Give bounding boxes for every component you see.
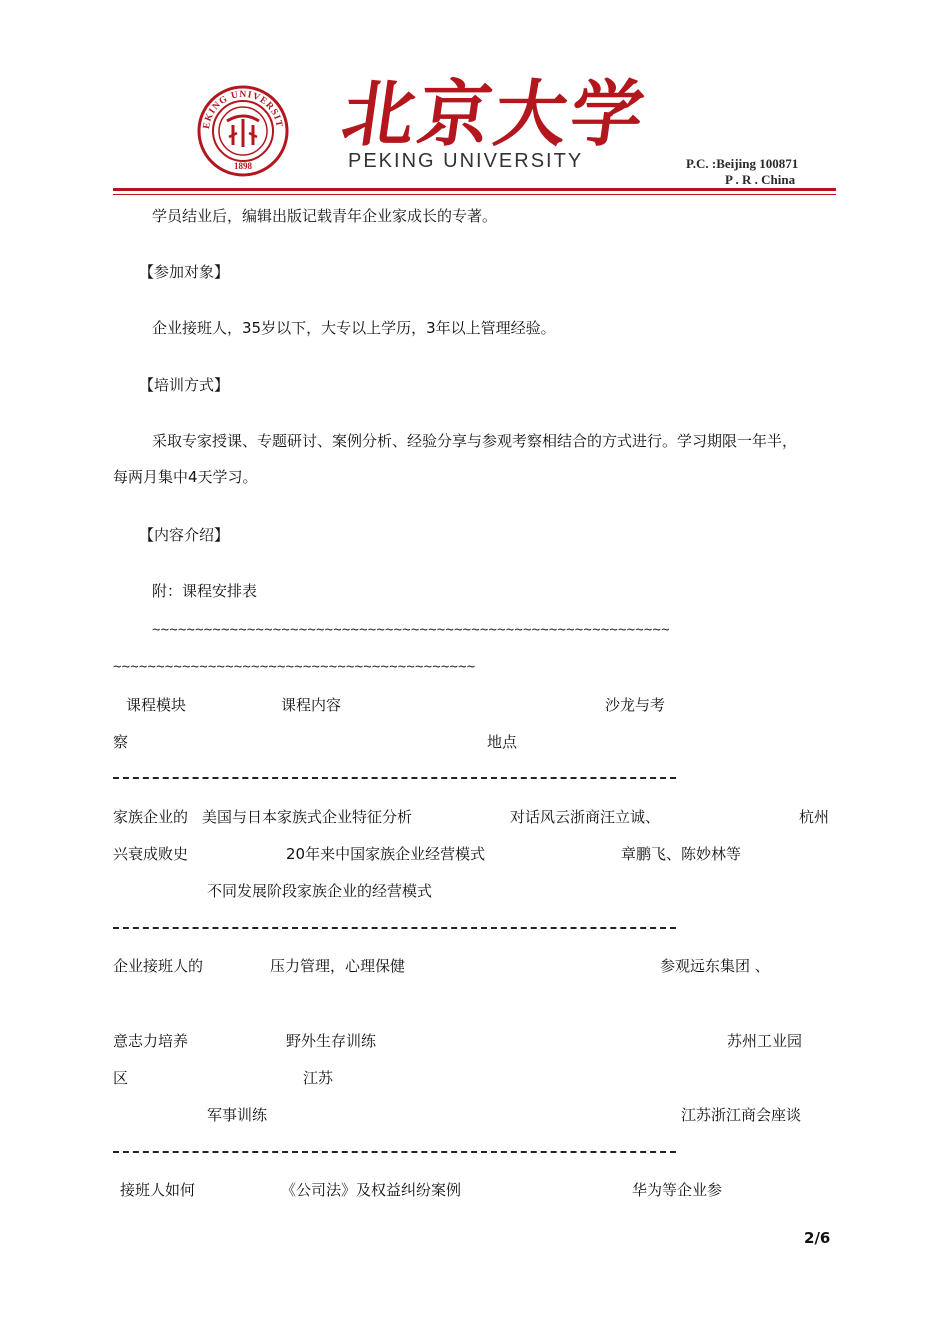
participants-text: 企业接班人，35岁以下，大专以上学历，3年以上管理经验。 (152, 319, 556, 337)
page-total: 6 (819, 1229, 831, 1247)
header-salon: 沙龙与考 (605, 696, 666, 714)
row1-salon-line1: 对话风云浙商汪立诚、 (510, 808, 661, 826)
header-rule-thin (113, 194, 836, 195)
logo-english: PEKING UNIVERSITY (348, 150, 584, 172)
section-heading-method: 【培训方式】 (139, 376, 230, 394)
header-salon-continued: 察 (113, 733, 129, 751)
header-location: 地点 (487, 733, 518, 751)
row3-module-line1: 接班人如何 (120, 1181, 196, 1199)
row1-module-line2: 兴衰成败史 (113, 845, 189, 863)
row2-module-line2: 意志力培养 (113, 1032, 189, 1050)
row2-salon-line2: 苏州工业园 (727, 1032, 803, 1050)
tilde-separator-line2: ~~~~~~~~~~~~~~~~~~~~~~~~~~~~~~~~~~~~~~~~~~ (113, 659, 476, 675)
page-current: 2 (804, 1229, 815, 1247)
intro-line: 学员结业后，编辑出版记载青年企业家成长的专著。 (152, 207, 498, 225)
row1-content-line2: 20年来中国家族企业经营模式 (286, 845, 486, 863)
svg-text:1898: 1898 (234, 161, 252, 171)
appendix-label: 附：课程安排表 (152, 582, 258, 600)
table-divider (113, 1151, 676, 1153)
row1-content-line3: 不同发展阶段家族企业的经营模式 (207, 882, 433, 900)
address-country: P . R . China (725, 172, 796, 187)
svg-text:PEKING UNIVERSITY: EKING UNIVERSIT (201, 89, 284, 130)
row2-module-line1: 企业接班人的 (113, 957, 204, 975)
peking-university-seal (197, 85, 289, 177)
row2-salon-line4: 江苏浙江商会座谈 (681, 1106, 802, 1124)
method-text-line1: 采取专家授课、专题研讨、案例分析、经验分享与参观考察相结合的方式进行。学习期限一年半， (152, 432, 798, 450)
row2-content-line2: 野外生存训练 (286, 1032, 377, 1050)
header-module: 课程模块 (126, 696, 187, 714)
row2-salon-line1: 参观远东集团 、 (660, 957, 770, 975)
page-number (804, 1229, 830, 1247)
row1-content-line1: 美国与日本家族式企业特征分析 (202, 808, 413, 826)
method-text-line2: 每两月集中4天学习。 (113, 468, 258, 486)
header-content: 课程内容 (281, 696, 342, 714)
row3-content-line1: 《公司法》及权益纠纷案例 (281, 1181, 462, 1199)
row2-content-line1: 压力管理，心理保健 (270, 957, 406, 975)
address-postal: P.C. :Beijing 100871 (686, 156, 799, 171)
row2-location: 江苏 (303, 1069, 334, 1087)
row1-module-line1: 家族企业的 (113, 808, 189, 826)
section-heading-content: 【内容介绍】 (139, 526, 230, 544)
logo-chinese: 北京大学 (337, 71, 654, 156)
row2-salon-line3: 区 (113, 1069, 129, 1087)
row1-location: 杭州 (799, 808, 830, 826)
section-heading-participants: 【参加对象】 (139, 263, 230, 281)
table-divider (113, 777, 676, 779)
header-rule-thick (113, 188, 836, 191)
row1-salon-line2: 章鹏飞、陈妙林等 (621, 845, 742, 863)
row2-content-line3: 军事训练 (207, 1106, 268, 1124)
tilde-separator-line1: ~~~~~~~~~~~~~~~~~~~~~~~~~~~~~~~~~~~~~~~~~~~~~~~~~~~~~~~~~~~~ (152, 622, 670, 638)
table-divider (113, 927, 676, 929)
row3-salon-line1: 华为等企业参 (632, 1181, 723, 1199)
seal-icon (197, 85, 289, 177)
page-separator: / (814, 1229, 820, 1247)
